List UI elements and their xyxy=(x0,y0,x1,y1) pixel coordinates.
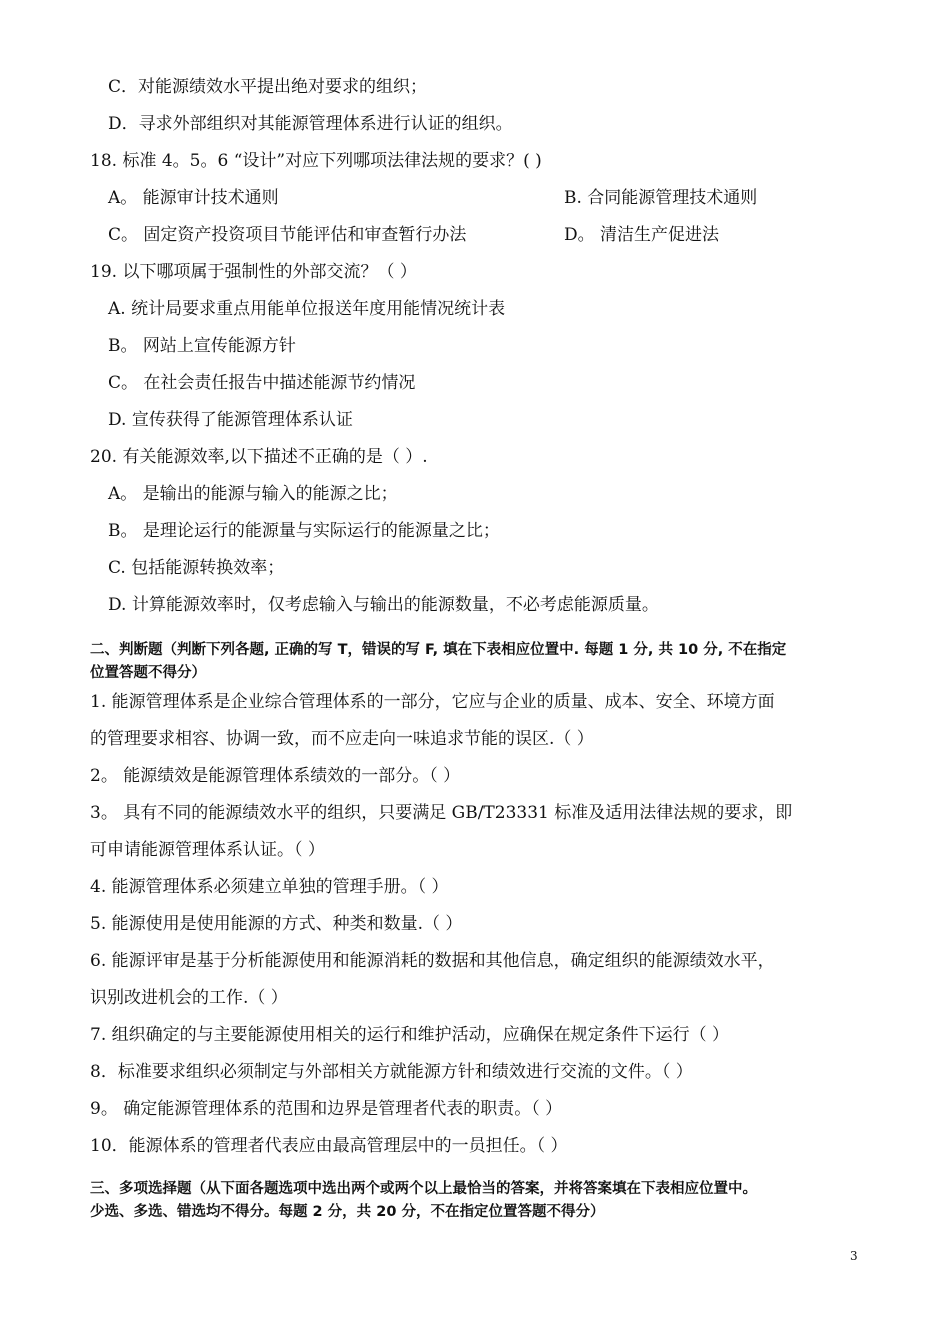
s2-item-1: 1. 能源管理体系是企业综合管理体系的一部分，它应与企业的质量、成本、安全、环境方面 xyxy=(90,692,775,712)
q18-option-d: D。 清洁生产促进法 xyxy=(564,225,720,245)
q19-option-a: A. 统计局要求重点用能单位报送年度用能情况统计表 xyxy=(108,299,506,319)
q18-option-b: B. 合同能源管理技术通则 xyxy=(564,188,758,208)
s2-item-3: 3。 具有不同的能源绩效水平的组织，只要满足 GB/T23331 标准及适用法律法规的要求，即 xyxy=(90,803,793,823)
section3-heading-cont: 少选、多选、错选均不得分。每题 2 分，共 20 分，不在指定位置答题不得分） xyxy=(90,1204,605,1220)
q17-option-c: C．对能源绩效水平提出绝对要求的组织； xyxy=(108,77,428,97)
q20-question: 20. 有关能源效率,以下描述不正确的是（ ）. xyxy=(90,447,428,467)
q19-option-b: B。 网站上宣传能源方针 xyxy=(108,336,296,356)
s2-item-10: 10．能源体系的管理者代表应由最高管理层中的一员担任。（ ） xyxy=(90,1136,568,1156)
q19-question: 19. 以下哪项属于强制性的外部交流？（ ） xyxy=(90,262,417,282)
s2-item-5: 5. 能源使用是使用能源的方式、种类和数量.（ ） xyxy=(90,914,463,934)
s2-item-4: 4. 能源管理体系必须建立单独的管理手册。（ ） xyxy=(90,877,449,897)
section3-heading: 三、多项选择题（从下面各题选项中选出两个或两个以上最恰当的答案，并将答案填在下表相应位置中。 xyxy=(90,1181,757,1197)
s2-item-1-cont: 的管理要求相容、协调一致，而不应走向一味追求节能的误区.（ ） xyxy=(90,729,594,749)
page-number: 3 xyxy=(850,1249,858,1263)
q20-option-d: D. 计算能源效率时，仅考虑输入与输出的能源数量，不必考虑能源质量。 xyxy=(108,595,659,615)
s2-item-3-cont: 可申请能源管理体系认证。（ ） xyxy=(90,840,325,860)
q20-option-c: C. 包括能源转换效率； xyxy=(108,558,285,578)
q20-option-b: B。 是理论运行的能源量与实际运行的能源量之比； xyxy=(108,521,500,541)
s2-item-6-cont: 识别改进机会的工作.（ ） xyxy=(90,988,288,1008)
section2-heading-cont: 位置答题不得分） xyxy=(90,665,206,681)
s2-item-9: 9。 确定能源管理体系的范围和边界是管理者代表的职责。（ ） xyxy=(90,1099,563,1119)
s2-item-6: 6. 能源评审是基于分析能源使用和能源消耗的数据和其他信息，确定组织的能源绩效水平， xyxy=(90,951,775,971)
q20-option-a: A。 是输出的能源与输入的能源之比； xyxy=(108,484,398,504)
q18-option-c: C。 固定资产投资项目节能评估和审查暂行办法 xyxy=(108,225,467,245)
s2-item-2: 2。 能源绩效是能源管理体系绩效的一部分。（ ） xyxy=(90,766,461,786)
q18-question: 18. 标准 4。5。6 “设计”对应下列哪项法律法规的要求？( ) xyxy=(90,151,542,171)
q17-option-d: D．寻求外部组织对其能源管理体系进行认证的组织。 xyxy=(108,114,513,134)
q19-option-c: C。 在社会责任报告中描述能源节约情况 xyxy=(108,373,416,393)
q18-option-a: A。 能源审计技术通则 xyxy=(108,188,279,208)
s2-item-7: 7. 组织确定的与主要能源使用相关的运行和维护活动，应确保在规定条件下运行（ ） xyxy=(90,1025,730,1045)
q19-option-d: D. 宣传获得了能源管理体系认证 xyxy=(108,410,353,430)
section2-heading: 二、判断题（判断下列各题, 正确的写 T，错误的写 F, 填在下表相应位置中. 每题 1 分, 共 10 分, 不在指定 xyxy=(90,642,787,658)
s2-item-8: 8．标准要求组织必须制定与外部相关方就能源方针和绩效进行交流的文件。（ ） xyxy=(90,1062,693,1082)
